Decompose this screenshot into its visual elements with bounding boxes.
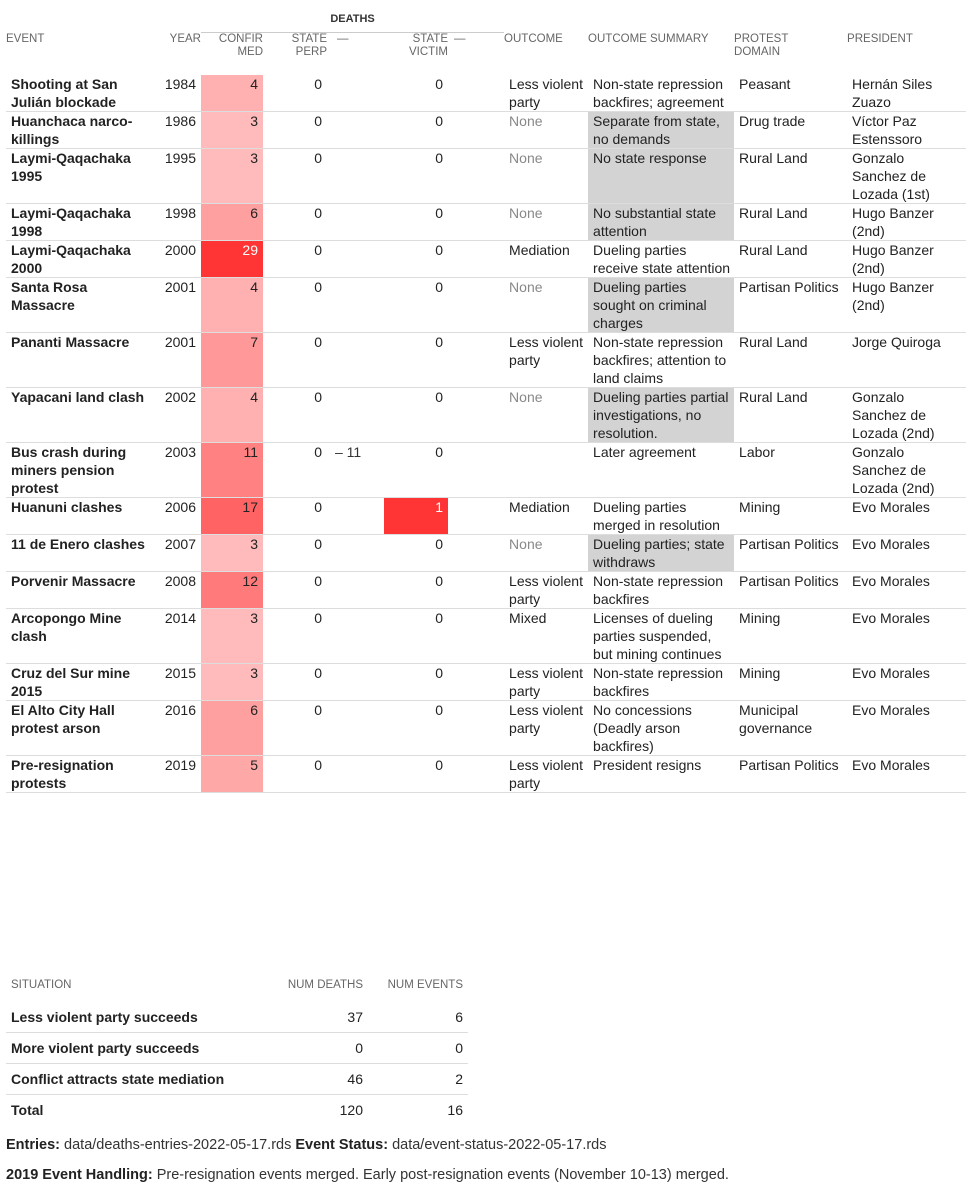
table-row	[6, 112, 966, 149]
cell-president: Evo Morales	[847, 664, 966, 701]
summary-cell-num-deaths: 46	[268, 1064, 368, 1095]
summary-cell-situation: More violent party succeeds	[6, 1033, 268, 1064]
cell-state-perp: 0	[263, 701, 327, 756]
table-row	[6, 535, 966, 572]
summary-cell-num-events: 6	[368, 1002, 468, 1033]
cell-state-perp: 0	[263, 278, 327, 333]
deaths-events-table	[6, 10, 966, 793]
cell-confirmed: 12	[201, 572, 263, 609]
col-header-state-victim	[384, 33, 448, 76]
cell-president: Evo Morales	[847, 609, 966, 664]
cell-state-perp-extra	[327, 609, 384, 664]
cell-state-perp: 0	[263, 204, 327, 241]
cell-protest-domain: Rural Land	[734, 333, 847, 388]
cell-year: 2002	[152, 388, 201, 443]
cell-state-perp-extra	[327, 241, 384, 278]
cell-spacer	[448, 664, 504, 701]
summary-cell-num-deaths: 0	[268, 1033, 368, 1064]
cell-outcome-summary: Dueling parties; state withdraws	[588, 535, 734, 572]
table-row	[6, 241, 966, 278]
cell-state-perp-extra: – 11	[327, 443, 384, 498]
summary-cell-num-events: 2	[368, 1064, 468, 1095]
cell-state-perp: 0	[263, 535, 327, 572]
cell-outcome: Mixed	[504, 609, 588, 664]
cell-year: 1984	[152, 75, 201, 112]
cell-president: Hernán Siles Zuazo	[847, 75, 966, 112]
cell-state-perp-extra	[327, 388, 384, 443]
table-row	[6, 388, 966, 443]
cell-president: Gonzalo Sanchez de Lozada (1st)	[847, 149, 966, 204]
cell-protest-domain: Partisan Politics	[734, 278, 847, 333]
cell-confirmed: 4	[201, 388, 263, 443]
cell-confirmed: 3	[201, 112, 263, 149]
cell-year: 2008	[152, 572, 201, 609]
cell-state-victim: 0	[384, 149, 448, 204]
cell-year: 1995	[152, 149, 201, 204]
cell-protest-domain: Rural Land	[734, 149, 847, 204]
col-header-outcome-summary: OUTCOME SUMMARY	[588, 32, 709, 45]
column-header-row	[6, 33, 966, 76]
cell-protest-domain: Rural Land	[734, 241, 847, 278]
cell-event: Laymi-Qaqachaka 1995	[6, 149, 152, 204]
cell-spacer	[448, 388, 504, 443]
cell-event: Porvenir Massacre	[6, 572, 152, 609]
footer-entries-label: Entries:	[6, 1137, 60, 1153]
table-body	[6, 75, 966, 793]
cell-president: Evo Morales	[847, 701, 966, 756]
cell-spacer	[448, 572, 504, 609]
cell-protest-domain: Peasant	[734, 75, 847, 112]
cell-protest-domain: Municipal governance	[734, 701, 847, 756]
deaths-group-header: DEATHS	[201, 10, 504, 33]
cell-state-perp: 0	[263, 443, 327, 498]
cell-outcome-summary: Dueling parties partial investigations, no resolution.	[588, 388, 734, 443]
table-row	[6, 204, 966, 241]
cell-protest-domain: Mining	[734, 664, 847, 701]
col-header-protest-domain	[734, 33, 847, 76]
table-row	[6, 572, 966, 609]
cell-outcome-summary: Non-state repression backfires; agreement	[588, 75, 734, 112]
cell-president: Gonzalo Sanchez de Lozada (2nd)	[847, 388, 966, 443]
cell-event: El Alto City Hall protest arson	[6, 701, 152, 756]
cell-state-perp-extra	[327, 498, 384, 535]
cell-event: Huanuni clashes	[6, 498, 152, 535]
footer-status-label: Event Status:	[295, 1137, 389, 1153]
cell-year: 2016	[152, 701, 201, 756]
cell-spacer	[448, 535, 504, 572]
cell-outcome-summary: President resigns	[588, 756, 734, 793]
footer-entries-value: data/deaths-entries-2022-05-17.rds	[64, 1137, 292, 1153]
cell-outcome	[504, 443, 588, 498]
cell-state-victim: 0	[384, 572, 448, 609]
cell-outcome: Mediation	[504, 241, 588, 278]
cell-state-perp-extra	[327, 112, 384, 149]
cell-state-perp: 0	[263, 498, 327, 535]
cell-outcome: None	[504, 112, 588, 149]
cell-president: Jorge Quiroga	[847, 333, 966, 388]
summary-row	[6, 1095, 468, 1126]
cell-protest-domain: Rural Land	[734, 388, 847, 443]
col-header-state-victim-line2: VICTIM	[409, 46, 448, 58]
cell-state-perp: 0	[263, 388, 327, 443]
cell-president: Hugo Banzer (2nd)	[847, 278, 966, 333]
table-row	[6, 333, 966, 388]
summary-cell-num-deaths: 37	[268, 1002, 368, 1033]
cell-year: 2019	[152, 756, 201, 793]
cell-year: 2014	[152, 609, 201, 664]
cell-outcome-summary: Non-state repression backfires	[588, 572, 734, 609]
cell-state-victim: 0	[384, 204, 448, 241]
cell-year: 2007	[152, 535, 201, 572]
cell-state-victim: 0	[384, 443, 448, 498]
summary-body	[6, 1002, 468, 1125]
table-row	[6, 149, 966, 204]
cell-outcome-summary: No substantial state attention	[588, 204, 734, 241]
cell-state-perp: 0	[263, 241, 327, 278]
cell-spacer	[448, 204, 504, 241]
footer-entries-line	[6, 1137, 606, 1153]
cell-spacer	[448, 75, 504, 112]
cell-confirmed: 29	[201, 241, 263, 278]
cell-protest-domain: Labor	[734, 443, 847, 498]
cell-state-victim: 0	[384, 112, 448, 149]
cell-event: Bus crash during miners pension protest	[6, 443, 152, 498]
table-row	[6, 498, 966, 535]
cell-year: 1998	[152, 204, 201, 241]
cell-confirmed: 3	[201, 149, 263, 204]
cell-year: 1986	[152, 112, 201, 149]
summary-row	[6, 1064, 468, 1095]
cell-confirmed: 6	[201, 204, 263, 241]
col-header-state-victim-dash: —	[454, 33, 466, 45]
cell-protest-domain: Mining	[734, 498, 847, 535]
cell-state-perp-extra	[327, 204, 384, 241]
col-header-event: EVENT	[6, 32, 45, 45]
cell-state-perp-extra	[327, 333, 384, 388]
cell-outcome: None	[504, 535, 588, 572]
cell-spacer	[448, 701, 504, 756]
cell-state-perp: 0	[263, 75, 327, 112]
footer-handling-value: Pre-resignation events merged. Early post-resignation events (November 10-13) merged.	[156, 1167, 729, 1183]
group-header-row	[6, 10, 966, 33]
cell-state-perp: 0	[263, 112, 327, 149]
summary-header-situation: SITUATION	[11, 979, 72, 991]
cell-state-victim: 0	[384, 278, 448, 333]
cell-state-perp-extra	[327, 278, 384, 333]
cell-spacer	[448, 443, 504, 498]
col-header-confirmed	[201, 33, 263, 76]
col-header-state-victim-line1: STATE	[412, 33, 448, 45]
cell-confirmed: 5	[201, 756, 263, 793]
cell-confirmed: 17	[201, 498, 263, 535]
cell-confirmed: 3	[201, 535, 263, 572]
cell-state-victim: 0	[384, 609, 448, 664]
cell-event: Pre-resignation protests	[6, 756, 152, 793]
cell-event: Huanchaca narco-killings	[6, 112, 152, 149]
col-header-confirmed-line2: MED	[237, 46, 263, 58]
cell-president: Evo Morales	[847, 535, 966, 572]
summary-row	[6, 1002, 468, 1033]
cell-protest-domain: Mining	[734, 609, 847, 664]
cell-outcome: Less violent party	[504, 756, 588, 793]
table-row	[6, 443, 966, 498]
cell-outcome: Less violent party	[504, 75, 588, 112]
cell-outcome: Less violent party	[504, 701, 588, 756]
cell-confirmed: 3	[201, 664, 263, 701]
footer-status-value: data/event-status-2022-05-17.rds	[392, 1137, 607, 1153]
cell-year: 2001	[152, 333, 201, 388]
col-header-confirmed-line1: CONFIR	[218, 33, 263, 45]
cell-state-victim: 1	[384, 498, 448, 535]
table-row	[6, 75, 966, 112]
summary-cell-num-events: 16	[447, 1102, 463, 1118]
cell-state-perp-extra	[327, 701, 384, 756]
cell-outcome: None	[504, 278, 588, 333]
cell-confirmed: 3	[201, 609, 263, 664]
cell-state-victim: 0	[384, 241, 448, 278]
cell-state-perp: 0	[263, 572, 327, 609]
cell-president: Evo Morales	[847, 756, 966, 793]
cell-state-perp: 0	[263, 333, 327, 388]
table-row	[6, 609, 966, 664]
cell-event: 11 de Enero clashes	[6, 535, 152, 572]
cell-year: 2003	[152, 443, 201, 498]
cell-state-victim: 0	[384, 333, 448, 388]
summary-cell-num-events: 0	[368, 1033, 468, 1064]
summary-header-num-events: NUM EVENTS	[387, 979, 463, 991]
cell-president: Evo Morales	[847, 498, 966, 535]
cell-year: 2006	[152, 498, 201, 535]
cell-year: 2001	[152, 278, 201, 333]
cell-state-perp: 0	[263, 664, 327, 701]
cell-outcome-summary: Dueling parties merged in resolution	[588, 498, 734, 535]
cell-outcome-summary: Dueling parties sought on criminal charges	[588, 278, 734, 333]
cell-outcome-summary: Later agreement	[588, 443, 734, 498]
cell-event: Cruz del Sur mine 2015	[6, 664, 152, 701]
cell-spacer	[448, 609, 504, 664]
cell-year: 2000	[152, 241, 201, 278]
cell-spacer	[448, 333, 504, 388]
cell-outcome: Less violent party	[504, 572, 588, 609]
cell-outcome: None	[504, 149, 588, 204]
cell-state-victim: 0	[384, 388, 448, 443]
cell-confirmed: 4	[201, 278, 263, 333]
cell-outcome: Less violent party	[504, 333, 588, 388]
cell-spacer	[448, 756, 504, 793]
cell-outcome-summary: Non-state repression backfires; attention to land claims	[588, 333, 734, 388]
cell-state-perp: 0	[263, 149, 327, 204]
cell-event: Santa Rosa Massacre	[6, 278, 152, 333]
col-header-protest-domain-line1: PROTEST	[734, 32, 789, 45]
cell-state-perp-extra	[327, 756, 384, 793]
cell-state-perp-extra	[327, 572, 384, 609]
cell-event: Arcopongo Mine clash	[6, 609, 152, 664]
cell-year: 2015	[152, 664, 201, 701]
table-row	[6, 278, 966, 333]
cell-state-perp-extra	[327, 75, 384, 112]
cell-outcome-summary: Non-state repression backfires	[588, 664, 734, 701]
cell-event: Yapacani land clash	[6, 388, 152, 443]
col-header-state-perp	[263, 33, 327, 76]
col-header-president: PRESIDENT	[847, 32, 913, 45]
cell-confirmed: 6	[201, 701, 263, 756]
summary-row	[6, 1033, 468, 1064]
cell-president: Hugo Banzer (2nd)	[847, 241, 966, 278]
cell-state-victim: 0	[384, 75, 448, 112]
cell-spacer	[448, 498, 504, 535]
cell-outcome-summary: No concessions (Deadly arson backfires)	[588, 701, 734, 756]
cell-event: Laymi-Qaqachaka 1998	[6, 204, 152, 241]
cell-event: Shooting at San Julián blockade	[6, 75, 152, 112]
summary-cell-num-deaths: 120	[339, 1102, 363, 1118]
cell-confirmed: 7	[201, 333, 263, 388]
summary-header-row	[6, 970, 468, 1002]
cell-confirmed: 11	[201, 443, 263, 498]
footer-handling-label: 2019 Event Handling:	[6, 1167, 153, 1183]
summary-cell-situation: Conflict attracts state mediation	[6, 1064, 268, 1095]
cell-outcome: Mediation	[504, 498, 588, 535]
cell-confirmed: 4	[201, 75, 263, 112]
cell-state-perp-extra	[327, 664, 384, 701]
cell-spacer	[448, 149, 504, 204]
cell-protest-domain: Partisan Politics	[734, 572, 847, 609]
cell-state-perp-extra	[327, 535, 384, 572]
cell-outcome: None	[504, 204, 588, 241]
cell-protest-domain: Drug trade	[734, 112, 847, 149]
cell-protest-domain: Partisan Politics	[734, 756, 847, 793]
cell-president: Hugo Banzer (2nd)	[847, 204, 966, 241]
cell-event: Laymi-Qaqachaka 2000	[6, 241, 152, 278]
cell-state-victim: 0	[384, 535, 448, 572]
col-header-state-perp-line2: PERP	[295, 46, 327, 58]
cell-spacer	[448, 278, 504, 333]
table-row	[6, 756, 966, 793]
col-header-state-perp-line1: STATE	[291, 33, 327, 45]
table-row	[6, 701, 966, 756]
col-header-year: YEAR	[169, 32, 201, 45]
cell-state-victim: 0	[384, 701, 448, 756]
col-header-protest-domain-line2: DOMAIN	[734, 45, 781, 58]
summary-table	[6, 970, 468, 1125]
cell-protest-domain: Rural Land	[734, 204, 847, 241]
cell-state-perp: 0	[263, 609, 327, 664]
cell-outcome-summary: No state response	[588, 149, 734, 204]
cell-president: Gonzalo Sanchez de Lozada (2nd)	[847, 443, 966, 498]
cell-outcome-summary: Dueling parties receive state attention	[588, 241, 734, 278]
cell-state-victim: 0	[384, 664, 448, 701]
col-header-outcome: OUTCOME	[504, 32, 563, 45]
cell-president: Víctor Paz Estenssoro	[847, 112, 966, 149]
cell-state-perp-extra	[327, 149, 384, 204]
cell-state-victim: 0	[384, 756, 448, 793]
cell-spacer	[448, 241, 504, 278]
footer-handling-line	[6, 1167, 729, 1183]
cell-event: Pananti Massacre	[6, 333, 152, 388]
summary-header-num-deaths: NUM DEATHS	[287, 979, 363, 991]
cell-president: Evo Morales	[847, 572, 966, 609]
cell-spacer	[448, 112, 504, 149]
cell-outcome-summary: Licenses of dueling parties suspended, but mining continues	[588, 609, 734, 664]
col-header-state-perp-dash: —	[337, 33, 349, 45]
cell-outcome-summary: Separate from state, no demands	[588, 112, 734, 149]
cell-outcome: None	[504, 388, 588, 443]
cell-protest-domain: Partisan Politics	[734, 535, 847, 572]
cell-outcome: Less violent party	[504, 664, 588, 701]
summary-cell-situation: Total	[11, 1102, 44, 1118]
table-row	[6, 664, 966, 701]
summary-cell-situation: Less violent party succeeds	[6, 1002, 268, 1033]
cell-state-perp: 0	[263, 756, 327, 793]
